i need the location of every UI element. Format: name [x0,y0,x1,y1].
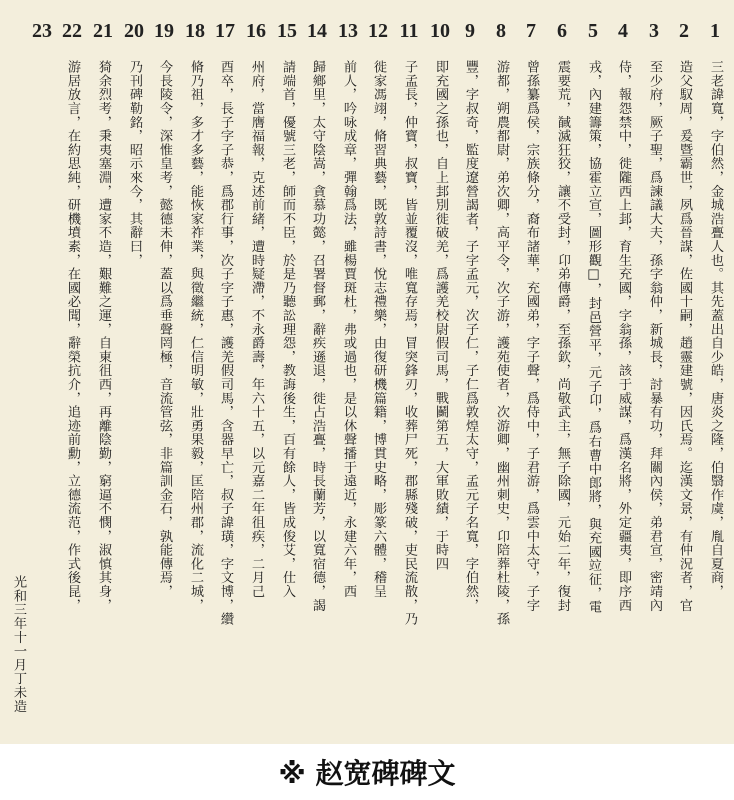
text-column: 乃刊碑勒銘，昭示來今，其辭曰， [127,60,142,267]
text-column: 豐，字叔奇，監度遼營謁者，子字孟元，次子仁，子仁爲敦煌太守，孟元子名寬，字伯然， [463,60,478,612]
column-number: 16 [246,20,266,42]
text-column: 侍，報怨禁中，徙隴西上邽，育生充國，字翁孫，該于威謀，爲漢名將，外定疆夷，即序西 [616,60,631,612]
column-number: 4 [618,20,628,42]
column-number: 11 [399,20,419,42]
text-column: 三老諱寬，字伯然，金城浩亹人也。其先蓋出自少皓，唐炎之隆，伯翳作虞，胤自夏商， [708,60,723,599]
column-number: 18 [185,20,205,42]
text-column: 今長陵令，深惟皇考，懿德未伸，蓋以爲垂聲罔極，音流管弦，非篇訓金石，孰能傳焉， [157,60,172,599]
text-column: 請端首，優號三老，師而不臣，於是乃聽訟理怨，教誨後生，百有餘人，皆成俊艾，仕入 [280,60,295,599]
column-number: 12 [368,20,388,42]
text-column: 猗余烈考，秉夷塞淵，遭家不造，艱難之運，自東徂西，再離陰勤，窮逼不憫，淑慎其身， [96,60,111,612]
text-column: 即充國之孫也，自上邽別徙破羌，爲護羌校尉假司馬，戰鬬第五，大軍敗績，于時四 [433,60,448,571]
text-column: 前人，吟咏成章，彈翰爲法，雖楊賈斑杜，弗或過也，是以休聲播于遠近，永建六年，西 [341,60,356,599]
text-column: 造父馭周，爰暨霸世，夙爲晉謀，佐國十嗣，趙靈建號，因氏焉。迄漢文景，有仲況者，官 [677,60,692,612]
column-number: 2 [679,20,689,42]
text-column: 至少府，厥子聖，爲諫議大夫，孫字翁仲，新城長，討暴有功，拜關內侯，弟君宣，密靖內 [647,60,662,612]
column-number: 22 [62,20,82,42]
column-number: 20 [124,20,144,42]
text-column: 游居放言，在約思純，研機墳素，在國必聞，辭榮抗介，追迹前勳，立德流范，作式後昆， [65,60,80,612]
text-column: 徙家馮翊，脩習典藝，既敦詩書，悅志禮樂，由復研機篇籍，博貫史略，彫篆六體，稽呈 [371,60,386,599]
text-column: 酉卒，長子字子恭，爲郡行事，次子字子惠，護羌假司馬，含器早亡，叔子諱璜，字文博，纘 [218,60,233,626]
text-column: 子孟長，仲寶，叔寶，皆並覆沒，唯寬存焉，冒突鋒刃，收葬尸死，郡縣殘破，吏民流散，乃 [402,60,417,626]
column-number: 1 [710,20,720,42]
column-number: 8 [496,20,506,42]
text-column: 脩乃祖，多才多藝，能恢家祚業，與徵繼統，仁信明敏，壯勇果毅，匡陪州郡，流化二城， [188,60,203,612]
text-column: 戎，內建籌策，協霍立宣，圖形觀□，封邑營平，元子卬，爲右曹中郎將，與充國竝征，電 [586,60,601,614]
caption: ※ 赵宽碑碑文 [278,757,456,790]
column-number: 7 [526,20,536,42]
text-column: 曾孫纂爲侯，宗族條分，裔布諸華，充國弟，字子聲，爲侍中，子君游，爲雲中太守，子字 [524,60,539,612]
column-number: 6 [557,20,567,42]
column-number: 23 [32,20,52,42]
text-column: 震要荒，馘滅狂狡，讓不受封，卬弟傳爵，至孫欽，尚敬武主，無子除國，元始二年，復封 [555,60,570,612]
text-column: 州府，當膺福報，克述前緒，遭時疑滯，不永爵壽，年六十五，以元嘉二年徂疾，二月己 [249,60,264,599]
column-number: 9 [465,20,475,42]
column-number: 3 [649,20,659,42]
column-number: 10 [430,20,450,42]
column-number: 5 [588,20,598,42]
column-number: 14 [307,20,327,42]
column-number: 15 [277,20,297,42]
column-number: 17 [215,20,235,42]
column-number: 13 [338,20,358,42]
text-column: 游都，朔農都尉，弟次卿，高平令，次子游，護苑使者，次游卿，幽州刺史，卬陪葬杜陵，孫 [494,60,509,626]
date-line: 光和三年十一月丁未造 [11,575,26,713]
column-number: 19 [154,20,174,42]
column-number: 21 [93,20,113,42]
text-column: 歸鄉里，太守陰嵩，貪慕功懿，召署督郵，辭疾遜退，徙占浩亹，時長蘭芳，以寬宿德，謁 [310,60,325,612]
